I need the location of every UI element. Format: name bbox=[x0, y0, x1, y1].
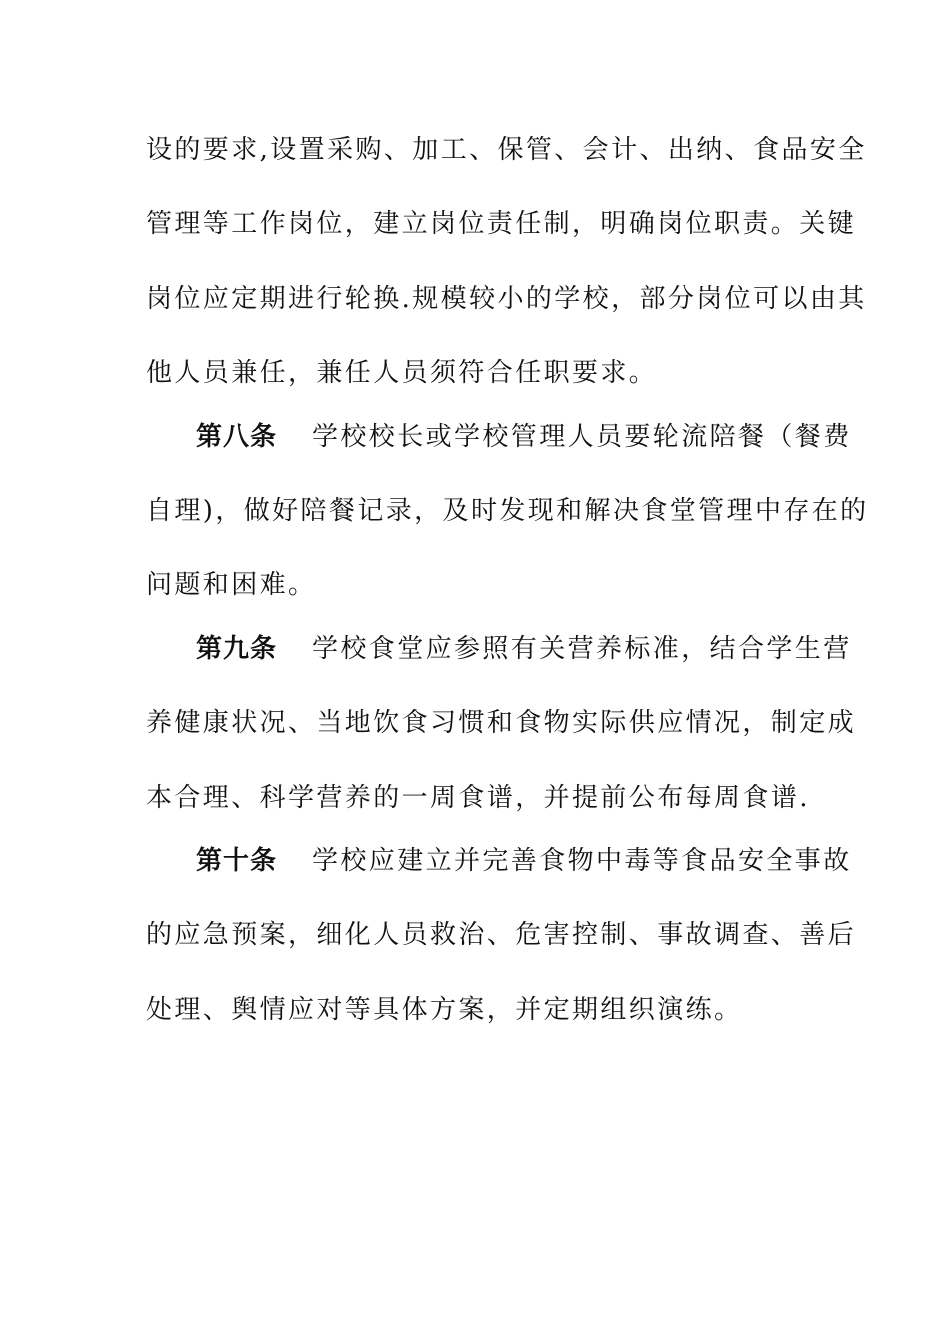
article-10-heading: 第十条 bbox=[196, 846, 278, 876]
article-10-line-3: 处理、舆情应对等具体方案，并定期组织演练。 bbox=[146, 995, 743, 1025]
article-10-first-line bbox=[196, 845, 852, 877]
article-8-first-line bbox=[196, 421, 852, 453]
article-9-text: 学校食堂应参照有关营养标准，结合学生营 bbox=[312, 634, 852, 664]
paragraph-line-4: 他人员兼任，兼任人员须符合任职要求。 bbox=[146, 358, 658, 388]
article-8-heading: 第八条 bbox=[196, 422, 278, 452]
article-9-first-line bbox=[196, 633, 852, 665]
paragraph-line-1: 设的要求,设置采购、加工、保管、会计、出纳、食品安全 bbox=[146, 135, 867, 165]
article-9-line-3: 本合理、科学营养的一周食谱，并提前公布每周食谱. bbox=[146, 783, 810, 813]
article-8-text: 学校校长或学校管理人员要轮流陪餐（餐费 bbox=[312, 422, 852, 452]
article-8-line-2: 自理)，做好陪餐记录，及时发现和解决食堂管理中存在的 bbox=[146, 496, 869, 526]
article-9-line-2: 养健康状况、当地饮食习惯和食物实际供应情况，制定成 bbox=[146, 708, 857, 738]
article-10-text: 学校应建立并完善食物中毒等食品安全事故 bbox=[312, 846, 852, 876]
article-8-line-3: 问题和困难。 bbox=[146, 570, 317, 600]
article-10-line-2: 的应急预案，细化人员救治、危害控制、事故调查、善后 bbox=[146, 920, 857, 950]
paragraph-line-2: 管理等工作岗位，建立岗位责任制，明确岗位职责。关键 bbox=[146, 209, 857, 239]
paragraph-line-3: 岗位应定期进行轮换.规模较小的学校，部分岗位可以由其 bbox=[146, 284, 867, 314]
article-9-heading: 第九条 bbox=[196, 634, 278, 664]
